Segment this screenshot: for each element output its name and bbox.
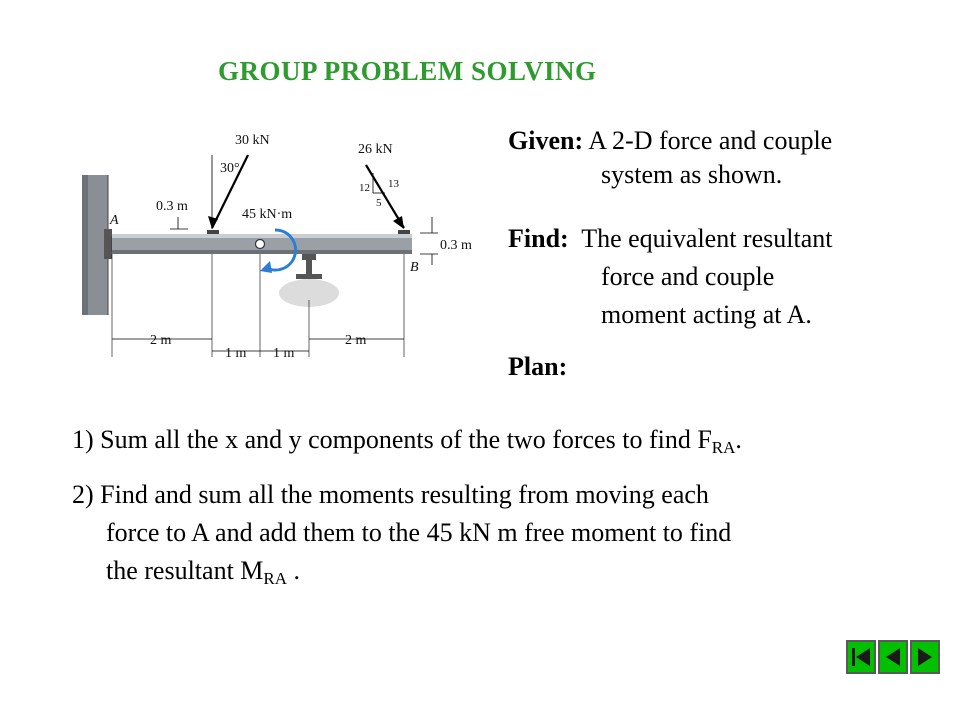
bracket-a — [104, 229, 112, 259]
step-1 — [72, 425, 932, 455]
previous-slide-icon — [882, 645, 904, 669]
given-label: Given: — [508, 126, 584, 155]
find-line3: moment acting at A. — [601, 300, 812, 329]
beam-diagram — [70, 125, 490, 365]
given-line1: A 2-D force and couple — [588, 126, 833, 155]
dim-vertical-left: 0.3 m — [156, 199, 188, 214]
step-2-line3-text: the resultant M — [106, 556, 264, 585]
force2-label: 26 kN — [358, 142, 393, 157]
find-line1: The equivalent resultant — [581, 224, 833, 253]
step-2-line2: force to A and add them to the 45 kN m free moment to find — [106, 518, 732, 547]
first-slide-icon — [850, 645, 872, 669]
step-2-end: . — [287, 556, 301, 585]
dim-2m-right: 2 m — [345, 333, 367, 348]
dim-vertical-right: 0.3 m — [440, 238, 472, 253]
slide-title: GROUP PROBLEM SOLVING — [218, 56, 597, 86]
step-2 — [72, 476, 932, 590]
given-line2: system as shown. — [601, 160, 783, 189]
moment-label: 45 kN·m — [242, 207, 293, 222]
force1-label: 30 kN — [235, 133, 270, 148]
slope-12: 12 — [359, 182, 370, 194]
step-1-text: 1) Sum all the x and y components of the two forces to find F — [72, 425, 712, 454]
previous-slide-button[interactable] — [878, 640, 908, 674]
next-slide-button[interactable] — [910, 640, 940, 674]
step-2-line1: 2) Find and sum all the moments resulting from moving each — [72, 480, 709, 509]
step-2-subscript: RA — [263, 569, 288, 588]
first-slide-button[interactable] — [846, 640, 876, 674]
find-label: Find: — [508, 224, 569, 253]
slope-5: 5 — [376, 197, 382, 209]
find-section — [508, 220, 948, 334]
step-1-subscript: RA — [711, 438, 736, 457]
slide-navigation — [846, 640, 940, 674]
dim-1m-b: 1 m — [273, 346, 295, 361]
point-a-label: A — [110, 213, 119, 228]
step-1-end: . — [735, 425, 742, 454]
next-slide-icon — [914, 645, 936, 669]
find-line2: force and couple — [601, 262, 775, 291]
dim-1m-a: 1 m — [225, 346, 247, 361]
given-section — [508, 124, 948, 192]
dim-2m-left: 2 m — [150, 333, 172, 348]
step-2-line3 — [72, 552, 932, 590]
slope-13: 13 — [388, 178, 399, 190]
plan-label: Plan: — [508, 352, 568, 381]
point-b-label: B — [410, 260, 419, 275]
angle1-label: 30° — [220, 161, 240, 176]
